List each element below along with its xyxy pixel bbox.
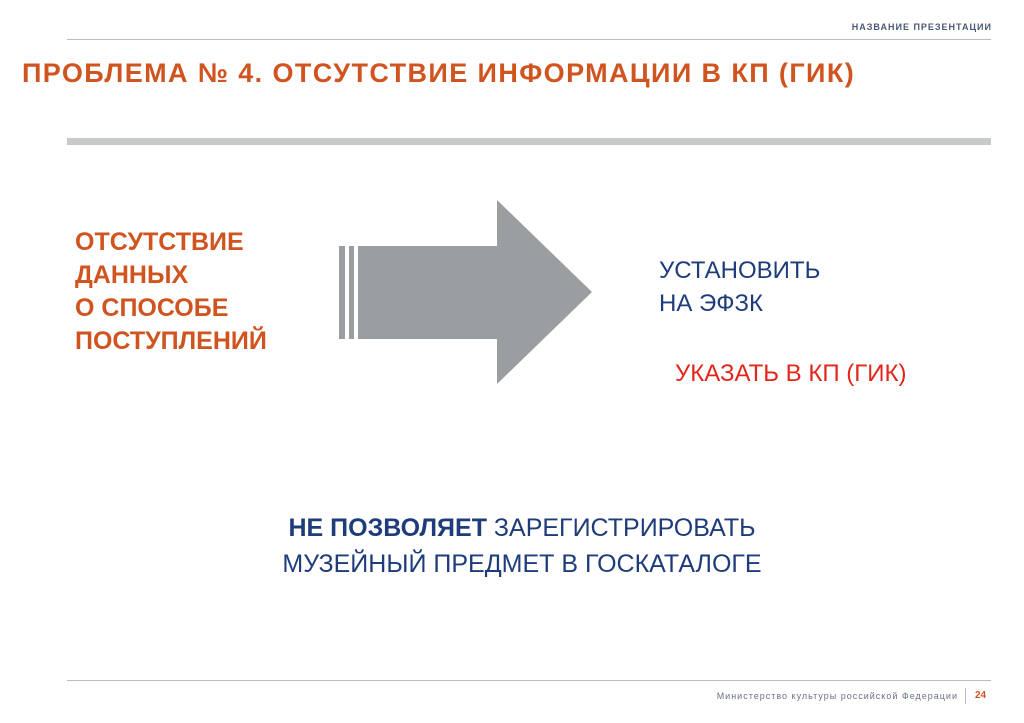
consequence-text xyxy=(0,510,1024,582)
arrow-right-icon xyxy=(330,196,595,388)
problem-line-2: ДАННЫХ xyxy=(75,261,189,289)
header-caption: НАЗВАНИЕ ПРЕЗЕНТАЦИИ xyxy=(851,22,992,32)
slide-title: ПРОБЛЕМА № 4. ОТСУТСТВИЕ ИНФОРМАЦИИ В КП (ГИК) xyxy=(22,58,856,88)
arrow-stripe-1 xyxy=(339,246,345,339)
page-number: 24 xyxy=(975,690,987,701)
footer-org: Министерство культуры российской Федерации xyxy=(716,691,958,701)
consequence-rest: ЗАРЕГИСТРИРОВАТЬ xyxy=(486,514,756,542)
footer-separator xyxy=(965,688,966,704)
title-bar xyxy=(67,138,991,145)
solution-line-1: УСТАНОВИТЬ xyxy=(659,257,821,284)
problem-line-3: О СПОСОБЕ xyxy=(75,294,229,322)
arrow-body xyxy=(358,200,592,384)
consequence-line-2: МУЗЕЙНЫЙ ПРЕДМЕТ В ГОСКАТАЛОГЕ xyxy=(282,550,762,578)
consequence-strong: НЕ ПОЗВОЛЯЕТ xyxy=(288,514,487,542)
problem-text xyxy=(75,226,267,358)
problem-line-4: ПОСТУПЛЕНИЙ xyxy=(75,327,267,355)
footer-rule xyxy=(67,680,991,681)
solution-line-2: НА ЭФЗК xyxy=(659,290,763,317)
solution-text xyxy=(659,254,820,320)
arrow-stripe-2 xyxy=(349,246,354,339)
solution-secondary: УКАЗАТЬ В КП (ГИК) xyxy=(675,360,907,387)
top-rule xyxy=(67,39,991,40)
problem-line-1: ОТСУТСТВИЕ xyxy=(75,228,244,256)
consequence-line-1 xyxy=(0,510,1024,546)
